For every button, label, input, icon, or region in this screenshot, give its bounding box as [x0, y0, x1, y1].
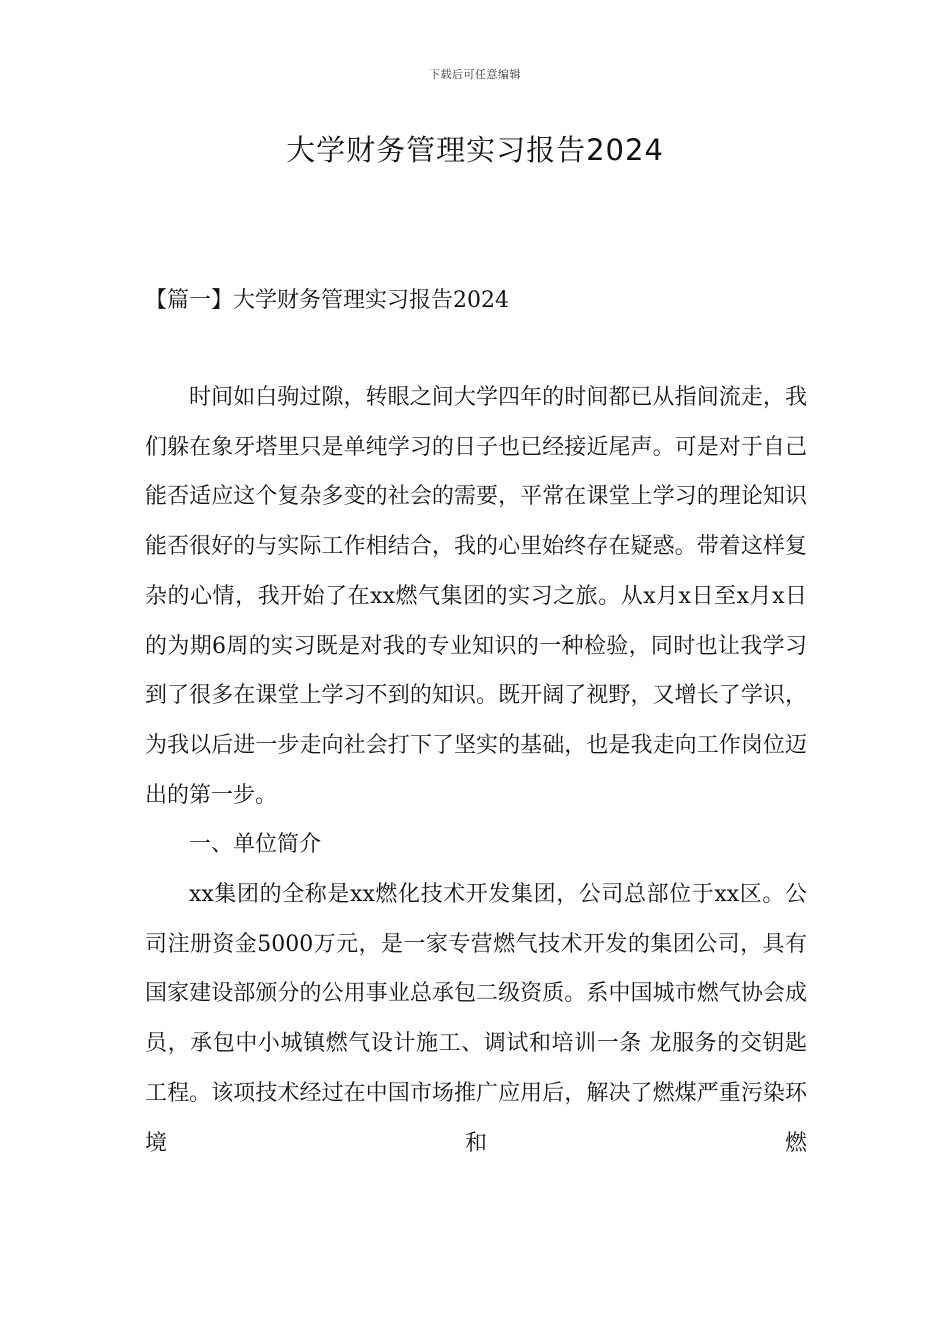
subheading-company-intro: 一、单位简介 [189, 832, 322, 858]
header-note: 下载后可任意编辑 [429, 68, 521, 81]
paragraph-company-intro: xx集团的全称是xx燃化技术开发集团，公司总部位于xx区。公司注册资金5000万元，是一家专营燃气技术开发的集团公司，具有国家建设部颁分的公用事业总承包二级资质。系中国城市燃气协会成员，承包中小城镇燃气设计施工、调试和培训一条 龙服务的交钥匙工程。该项技术经过在中国市场推广应用后，解决了燃煤严重污染环境和燃 [145, 882, 807, 1156]
section-heading: 【篇一】大学财务管理实习报告2024 [145, 288, 509, 313]
document-title: 大学财务管理实习报告2024 [286, 133, 664, 167]
paragraph-intro: 时间如白驹过隙，转眼之间大学四年的时间都已从指间流走，我们躲在象牙塔里只是单纯学习的日子也已经接近尾声。可是对于自己能否适应这个复杂多变的社会的需要，平常在课堂上学习的理论知识能否很好的与实际工作相结合，我的心里始终存在疑惑。带着这样复杂的心情，我开始了在xx燃气集团的实习之旅。从x月x日至x月x日的为期6周的实习既是对我的专业知识的一种检验，同时也让我学习到了很多在课堂上学习不到的知识。既开阔了视野，又增长了学识，为我以后进一步走向社会打下了坚实的基础，也是我走向工作岗位迈出的第一步。 [145, 385, 807, 808]
document-body [145, 373, 807, 1168]
